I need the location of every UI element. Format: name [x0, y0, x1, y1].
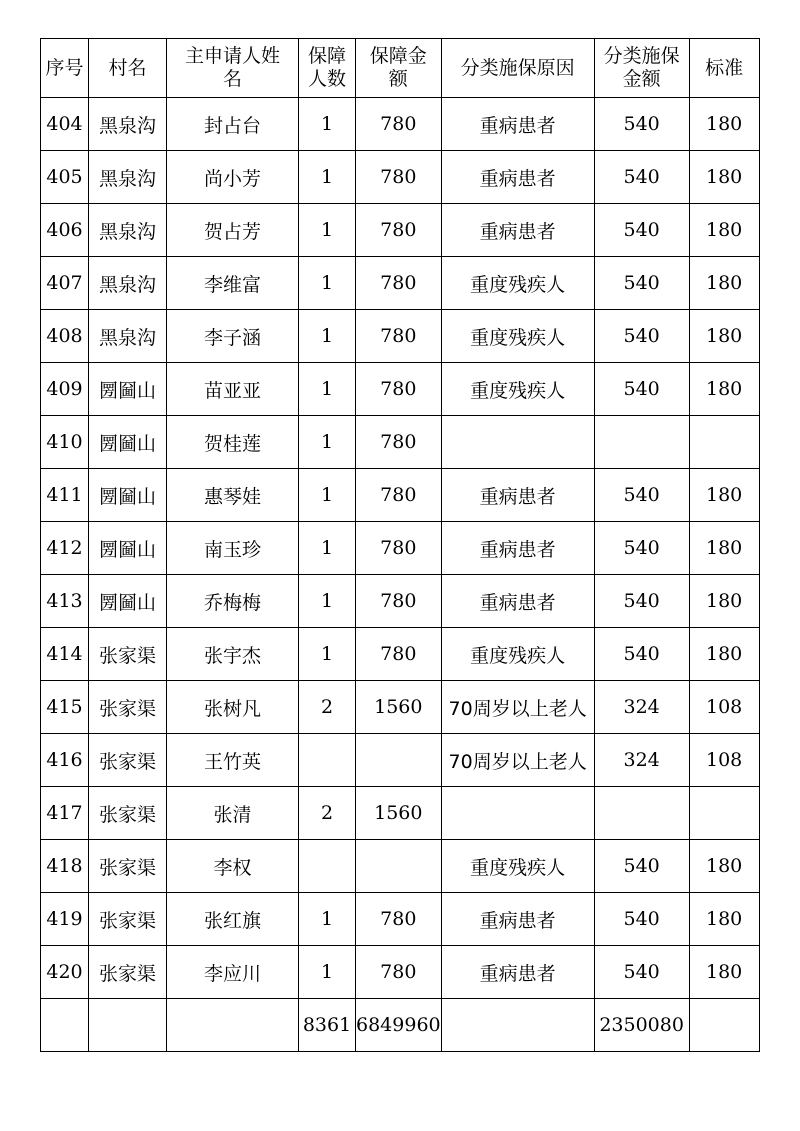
cell-class-amount: 540 — [594, 628, 689, 681]
cell-reason: 重病患者 — [441, 204, 594, 257]
table-row — [41, 98, 760, 151]
cell-count: 1 — [299, 98, 356, 151]
cell-applicant: 李应川 — [167, 946, 299, 999]
table-row — [41, 310, 760, 363]
cell-class-amount: 540 — [594, 469, 689, 522]
cell-standard: 108 — [689, 681, 759, 734]
cell-village: 张家渠 — [89, 840, 167, 893]
cell-amount: 780 — [356, 98, 442, 151]
cell-reason: 重度残疾人 — [441, 257, 594, 310]
header-applicant: 主申请人姓名 — [167, 39, 299, 98]
cell-seq: 406 — [41, 204, 89, 257]
cell-village: 张家渠 — [89, 787, 167, 840]
cell-village: 张家渠 — [89, 734, 167, 787]
table-row — [41, 416, 760, 469]
cell-amount: 1560 — [356, 787, 442, 840]
cell-standard — [689, 416, 759, 469]
header-amount: 保障金额 — [356, 39, 442, 98]
cell-seq: 413 — [41, 575, 89, 628]
header-row — [41, 39, 760, 98]
cell-standard: 180 — [689, 98, 759, 151]
cell-seq: 420 — [41, 946, 89, 999]
cell-reason: 重度残疾人 — [441, 628, 594, 681]
cell-class-amount: 540 — [594, 310, 689, 363]
cell-reason: 重病患者 — [441, 575, 594, 628]
cell-applicant: 王竹英 — [167, 734, 299, 787]
cell-seq: 412 — [41, 522, 89, 575]
header-count: 保障人数 — [299, 39, 356, 98]
cell-class-amount: 540 — [594, 204, 689, 257]
table-row — [41, 681, 760, 734]
cell-applicant: 张树凡 — [167, 681, 299, 734]
table-row — [41, 893, 760, 946]
cell-reason: 重病患者 — [441, 469, 594, 522]
total-reason-cell — [441, 999, 594, 1052]
header-seq: 序号 — [41, 39, 89, 98]
cell-seq: 418 — [41, 840, 89, 893]
cell-amount: 780 — [356, 151, 442, 204]
cell-count: 1 — [299, 469, 356, 522]
cell-class-amount — [594, 787, 689, 840]
cell-standard: 180 — [689, 575, 759, 628]
table-row — [41, 363, 760, 416]
cell-count: 1 — [299, 257, 356, 310]
cell-village: 张家渠 — [89, 681, 167, 734]
cell-class-amount: 540 — [594, 151, 689, 204]
cell-applicant: 封占台 — [167, 98, 299, 151]
table-row — [41, 257, 760, 310]
cell-reason — [441, 416, 594, 469]
cell-seq: 407 — [41, 257, 89, 310]
cell-amount: 780 — [356, 257, 442, 310]
cell-amount: 780 — [356, 628, 442, 681]
cell-count: 1 — [299, 151, 356, 204]
total-name-cell — [167, 999, 299, 1052]
cell-village: 张家渠 — [89, 893, 167, 946]
cell-count: 1 — [299, 893, 356, 946]
cell-class-amount: 540 — [594, 893, 689, 946]
cell-standard: 180 — [689, 310, 759, 363]
cell-class-amount: 540 — [594, 98, 689, 151]
total-village-cell — [89, 999, 167, 1052]
cell-reason: 70周岁以上老人 — [441, 681, 594, 734]
table-row — [41, 840, 760, 893]
total-seq-cell — [41, 999, 89, 1052]
cell-class-amount — [594, 416, 689, 469]
cell-class-amount: 540 — [594, 257, 689, 310]
total-standard-cell — [689, 999, 759, 1052]
cell-count: 1 — [299, 946, 356, 999]
assistance-table — [40, 38, 760, 1052]
cell-applicant: 张清 — [167, 787, 299, 840]
cell-count: 2 — [299, 787, 356, 840]
cell-village: 张家渠 — [89, 946, 167, 999]
cell-village: 黑泉沟 — [89, 257, 167, 310]
table-row — [41, 204, 760, 257]
cell-village: 圐圙山 — [89, 522, 167, 575]
cell-reason: 70周岁以上老人 — [441, 734, 594, 787]
cell-amount: 780 — [356, 575, 442, 628]
cell-applicant: 尚小芳 — [167, 151, 299, 204]
cell-amount: 780 — [356, 522, 442, 575]
cell-amount: 780 — [356, 946, 442, 999]
cell-amount: 780 — [356, 204, 442, 257]
cell-count — [299, 734, 356, 787]
cell-standard — [689, 787, 759, 840]
cell-village: 黑泉沟 — [89, 204, 167, 257]
cell-standard: 180 — [689, 522, 759, 575]
cell-applicant: 李维富 — [167, 257, 299, 310]
cell-reason: 重病患者 — [441, 522, 594, 575]
cell-standard: 180 — [689, 893, 759, 946]
cell-standard: 180 — [689, 204, 759, 257]
cell-applicant: 张宇杰 — [167, 628, 299, 681]
cell-applicant: 南玉珍 — [167, 522, 299, 575]
cell-standard: 180 — [689, 151, 759, 204]
cell-reason: 重度残疾人 — [441, 310, 594, 363]
cell-applicant: 李子涵 — [167, 310, 299, 363]
table-row — [41, 469, 760, 522]
cell-reason: 重病患者 — [441, 98, 594, 151]
table-row — [41, 575, 760, 628]
cell-seq: 411 — [41, 469, 89, 522]
cell-standard: 180 — [689, 946, 759, 999]
header-class-amount: 分类施保金额 — [594, 39, 689, 98]
cell-applicant: 乔梅梅 — [167, 575, 299, 628]
cell-village: 圐圙山 — [89, 575, 167, 628]
cell-class-amount: 540 — [594, 840, 689, 893]
cell-seq: 417 — [41, 787, 89, 840]
cell-amount: 780 — [356, 310, 442, 363]
cell-amount: 780 — [356, 416, 442, 469]
cell-count: 2 — [299, 681, 356, 734]
cell-standard: 180 — [689, 469, 759, 522]
cell-count: 1 — [299, 628, 356, 681]
cell-standard: 180 — [689, 363, 759, 416]
cell-seq: 414 — [41, 628, 89, 681]
cell-amount — [356, 840, 442, 893]
cell-applicant: 惠琴娃 — [167, 469, 299, 522]
header-standard: 标准 — [689, 39, 759, 98]
cell-seq: 408 — [41, 310, 89, 363]
table-row — [41, 628, 760, 681]
header-village: 村名 — [89, 39, 167, 98]
cell-seq: 415 — [41, 681, 89, 734]
table-row — [41, 787, 760, 840]
cell-amount — [356, 734, 442, 787]
cell-count: 1 — [299, 416, 356, 469]
cell-count: 1 — [299, 310, 356, 363]
total-class-amount: 2350080 — [594, 999, 689, 1052]
cell-seq: 410 — [41, 416, 89, 469]
total-count: 8361 — [299, 999, 356, 1052]
cell-reason: 重度残疾人 — [441, 840, 594, 893]
cell-count: 1 — [299, 204, 356, 257]
cell-applicant: 贺桂莲 — [167, 416, 299, 469]
cell-village: 黑泉沟 — [89, 310, 167, 363]
totals-row — [41, 999, 760, 1052]
cell-seq: 404 — [41, 98, 89, 151]
cell-amount: 780 — [356, 893, 442, 946]
cell-count: 1 — [299, 575, 356, 628]
table-row — [41, 151, 760, 204]
cell-class-amount: 540 — [594, 522, 689, 575]
cell-seq: 409 — [41, 363, 89, 416]
cell-seq: 419 — [41, 893, 89, 946]
cell-seq: 416 — [41, 734, 89, 787]
cell-applicant: 贺占芳 — [167, 204, 299, 257]
cell-village: 圐圙山 — [89, 416, 167, 469]
cell-seq: 405 — [41, 151, 89, 204]
cell-standard: 180 — [689, 257, 759, 310]
cell-class-amount: 540 — [594, 575, 689, 628]
cell-class-amount: 540 — [594, 946, 689, 999]
cell-standard: 180 — [689, 628, 759, 681]
cell-reason: 重病患者 — [441, 946, 594, 999]
cell-village: 圐圙山 — [89, 469, 167, 522]
cell-amount: 1560 — [356, 681, 442, 734]
table-row — [41, 522, 760, 575]
cell-village: 黑泉沟 — [89, 98, 167, 151]
cell-class-amount: 540 — [594, 363, 689, 416]
cell-reason: 重病患者 — [441, 151, 594, 204]
cell-count: 1 — [299, 363, 356, 416]
header-reason: 分类施保原因 — [441, 39, 594, 98]
cell-count — [299, 840, 356, 893]
table-row — [41, 734, 760, 787]
cell-class-amount: 324 — [594, 734, 689, 787]
cell-applicant: 张红旗 — [167, 893, 299, 946]
cell-applicant: 苗亚亚 — [167, 363, 299, 416]
table-row — [41, 946, 760, 999]
cell-standard: 180 — [689, 840, 759, 893]
total-amount: 6849960 — [356, 999, 442, 1052]
cell-applicant: 李权 — [167, 840, 299, 893]
cell-village: 张家渠 — [89, 628, 167, 681]
cell-reason: 重病患者 — [441, 893, 594, 946]
cell-standard: 108 — [689, 734, 759, 787]
cell-amount: 780 — [356, 469, 442, 522]
cell-reason: 重度残疾人 — [441, 363, 594, 416]
cell-reason — [441, 787, 594, 840]
cell-village: 圐圙山 — [89, 363, 167, 416]
cell-amount: 780 — [356, 363, 442, 416]
cell-count: 1 — [299, 522, 356, 575]
cell-class-amount: 324 — [594, 681, 689, 734]
cell-village: 黑泉沟 — [89, 151, 167, 204]
